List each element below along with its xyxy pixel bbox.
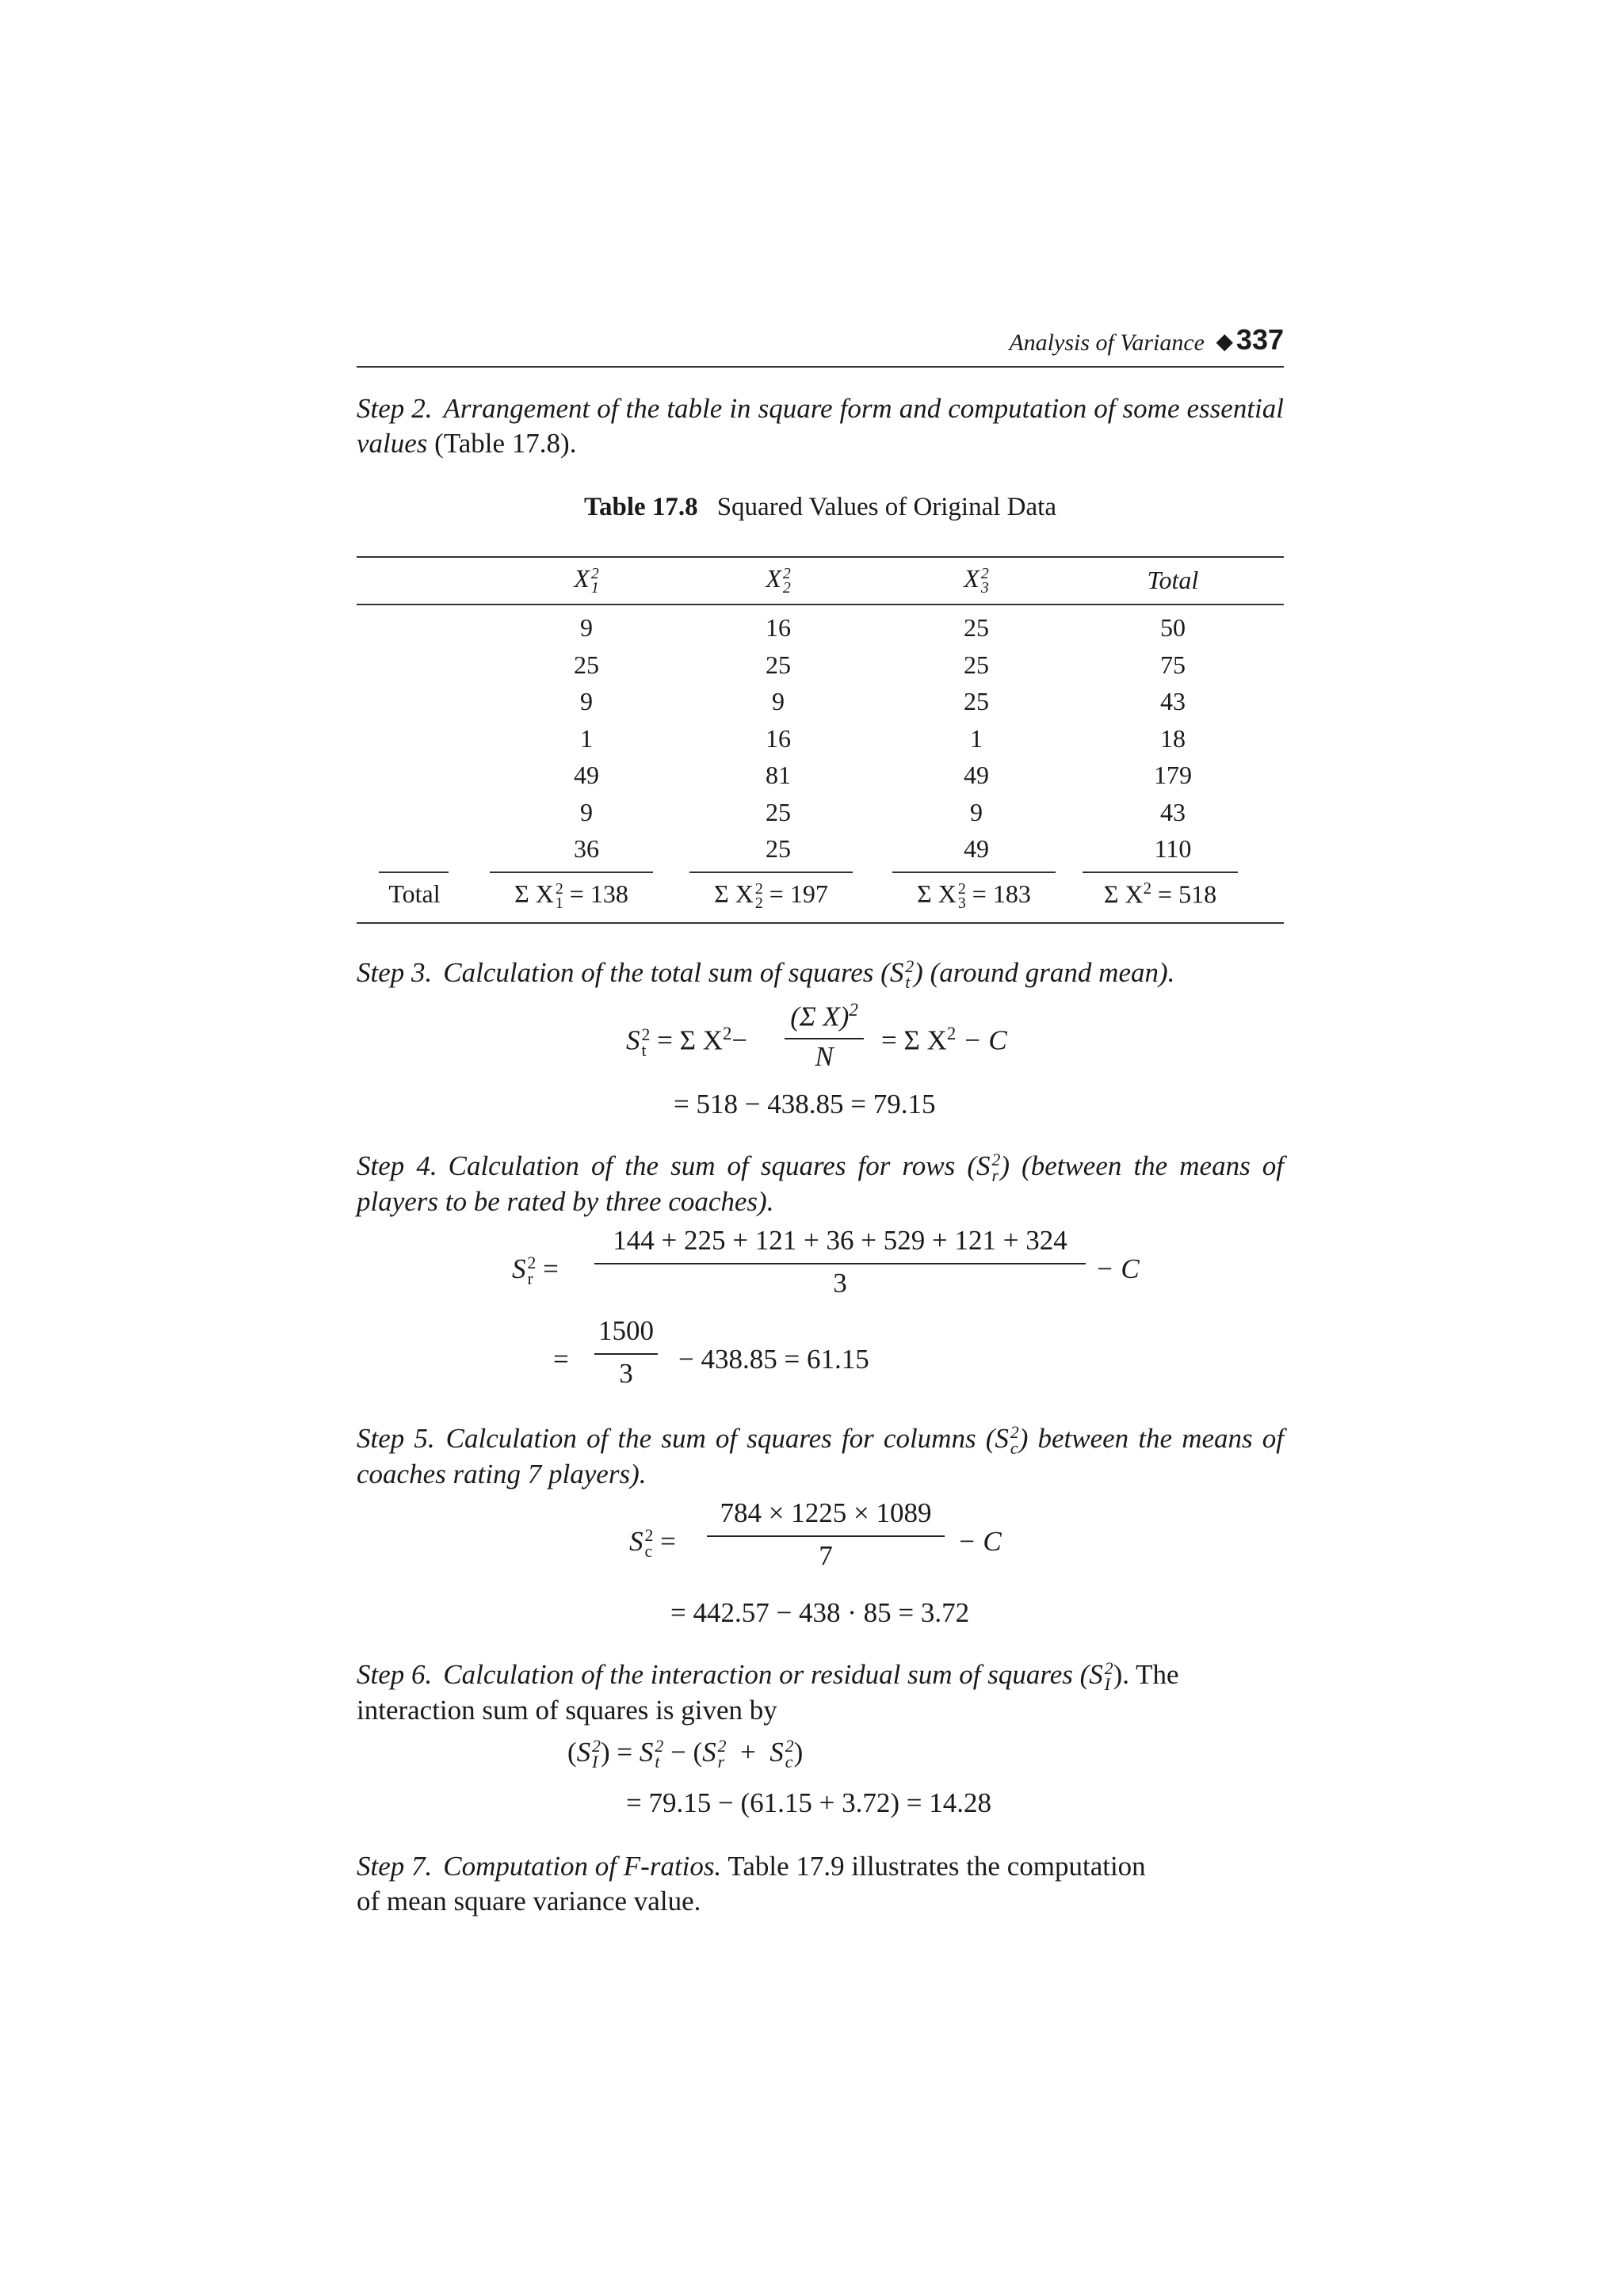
step-5-label: Step 5. xyxy=(357,1423,435,1454)
step-2-paragraph xyxy=(357,391,1284,461)
total-col4: Σ $X^2 = 518$ xyxy=(1103,879,1217,909)
table-cell-r4-c4: 18 xyxy=(1160,723,1186,753)
table-cell-r4-c3: 1 xyxy=(970,723,983,753)
table-cell-r4-c2: 16 xyxy=(766,723,791,753)
total-label: Total xyxy=(388,879,441,908)
step-3-label: Step 3. xyxy=(357,957,433,988)
step-5-eq1-num-text: 784 × 1225 × 1089 xyxy=(720,1497,932,1528)
step-4-eq2-tail: − 438.85 = 61.15 xyxy=(678,1344,869,1375)
col-header-total: Total xyxy=(1147,566,1199,594)
step-4-eq1-denominator: 3 xyxy=(833,1268,847,1299)
total-rule-col3 xyxy=(892,871,1056,873)
step-4-text: Calculation of the sum of squares for rows xyxy=(448,1150,956,1181)
table-caption-title: Squared Values of Original Data xyxy=(716,493,1056,521)
step-7-text-italic: Computation of F-ratios. xyxy=(443,1851,722,1882)
table-cell-r7-c4: 110 xyxy=(1154,834,1192,863)
step-4-eq2-numerator: 1500 xyxy=(598,1315,654,1346)
step-3-eq1-bar xyxy=(785,1038,864,1039)
table-cell-r2-c3: 25 xyxy=(964,650,989,679)
step-5-text: Calculation of the sum of squares for columns xyxy=(445,1423,976,1454)
table-cell-r1-c3: 25 xyxy=(964,613,989,642)
table-header-rule xyxy=(357,604,1284,605)
table-caption xyxy=(357,493,1284,522)
table-cell-r7-c3: 49 xyxy=(964,834,989,863)
table-cell-r2-c4: 75 xyxy=(1160,650,1186,679)
table-cell-r3-c2: 9 xyxy=(772,687,785,715)
step-6-eq2: = 79.15 − (61.15 + 3.72) = 14.28 xyxy=(626,1787,992,1818)
step-3-text: Calculation of the total sum of squares xyxy=(443,957,874,988)
table-cell-r7-c1: 36 xyxy=(574,834,599,863)
running-header xyxy=(357,317,1284,368)
diamond-icon: ◆ xyxy=(1216,328,1233,354)
step-2-label: Step 2. xyxy=(357,393,433,424)
step-6-eq1: (S 2 I ) = S 2 t − (S 2 r + S 2 c ) xyxy=(567,1737,804,1772)
step-5-eq1-bar xyxy=(707,1535,945,1537)
col-header-x3: X 2 3 xyxy=(964,564,989,597)
table-cell-r6-c3: 9 xyxy=(970,797,983,826)
total-col3: Σ X 2 3 = 183 xyxy=(917,879,1031,912)
step-3-eq1-lhs: S 2 t = Σ $X^2-$ xyxy=(626,1024,748,1060)
step-5-eq1-tail: − C xyxy=(957,1526,1002,1557)
step-5-eq2: = 442.57 − 438 · 85 = 3.72 xyxy=(670,1597,970,1628)
table-cell-r5-c2: 81 xyxy=(766,761,791,789)
running-header-title: Analysis of Variance xyxy=(1009,330,1205,356)
step-4-eq1-bar xyxy=(594,1263,1086,1264)
step-7-line2: of mean square variance value. xyxy=(357,1886,701,1917)
step-3-eq2: = 518 − 438.85 = 79.15 xyxy=(674,1089,936,1119)
table-cell-r7-c2: 25 xyxy=(766,834,791,863)
total-rule-col1 xyxy=(490,871,653,873)
table-cell-r6-c1: 9 xyxy=(580,797,593,826)
page-number: 337 xyxy=(1235,323,1284,356)
table-cell-r1-c1: 9 xyxy=(580,613,593,642)
table-cell-r6-c4: 43 xyxy=(1160,797,1186,826)
step-4-eq1-lhs: S 2 r = xyxy=(512,1253,559,1288)
total-rule-label xyxy=(379,871,449,873)
step-7-text: Table 17.9 illustrates the computation xyxy=(727,1851,1146,1882)
step-3-eq1-rhs: = Σ $X^2 - C$ xyxy=(881,1024,1007,1056)
table-cell-r5-c4: 179 xyxy=(1154,761,1192,789)
step-4-paragraph: Step 4. Calculation of the sum of squares for rows (S 2 r ) (between the means of players to be rated by three coaches). xyxy=(357,1150,1285,1217)
step-5-eq1-lhs: S 2 c = xyxy=(629,1526,676,1561)
step-7-label: Step 7. xyxy=(357,1851,433,1882)
step-6-label: Step 6. xyxy=(357,1659,433,1690)
step-4-eq2-equals: = xyxy=(553,1344,569,1375)
step-4-eq2-bar xyxy=(594,1353,658,1355)
table-cell-r5-c3: 49 xyxy=(964,761,989,789)
step-4-eq1-tail: − C xyxy=(1095,1253,1140,1284)
step-3-eq1-denominator: N xyxy=(815,1041,834,1072)
total-rule-col2 xyxy=(689,871,853,873)
step-4-eq2-denominator: 3 xyxy=(619,1358,633,1389)
col-header-x1: X 2 1 xyxy=(574,564,599,597)
table-cell-r3-c4: 43 xyxy=(1160,687,1186,715)
step-7-paragraph xyxy=(357,1849,1284,1919)
table-cell-r2-c2: 25 xyxy=(766,650,791,679)
step-5-paragraph: Step 5. Calculation of the sum of squares for columns (S 2 c ) between the means of coaches rating 7 players). xyxy=(357,1423,1284,1489)
table-cell-r1-c2: 16 xyxy=(766,613,791,642)
step-4-eq1-numerator: 144 + 225 + 121 + 36 + 529 + 121 + 324 xyxy=(613,1225,1067,1256)
table-bottom-rule xyxy=(357,922,1284,924)
table-top-rule xyxy=(357,556,1284,558)
table-cell-r3-c1: 9 xyxy=(580,687,593,715)
col-header-x2: X 2 2 xyxy=(766,564,791,597)
table-cell-r3-c3: 25 xyxy=(964,687,989,715)
step-3-paragraph: Step 3. Calculation of the total sum of squares (S 2 t ) (around grand mean). xyxy=(357,957,1175,992)
total-col2: Σ X 2 2 = 197 xyxy=(714,879,828,912)
step-6-line2: interaction sum of squares is given by xyxy=(357,1694,777,1726)
total-rule-col4 xyxy=(1083,871,1238,873)
table-cell-r6-c2: 25 xyxy=(766,797,791,826)
table-cell-r2-c1: 25 xyxy=(574,650,599,679)
step-4-label: Step 4. xyxy=(357,1150,437,1181)
step-2-text: Arrangement of the table in square form and computation of some essential values xyxy=(357,393,1284,459)
table-cell-r5-c1: 49 xyxy=(574,761,599,789)
step-6-text: Calculation of the interaction or residual sum of squares xyxy=(443,1659,1073,1690)
step-3-eq1-numerator: (Σ X)$^2$ xyxy=(790,1000,858,1032)
total-col1: Σ X 2 1 = 138 xyxy=(514,879,628,912)
step-2-tail: (Table 17.8). xyxy=(434,428,577,459)
step-6-paragraph: Step 6. Calculation of the interaction or residual sum of squares (S 2 I ). The interaction sum of squares is given by xyxy=(357,1659,1179,1726)
table-cell-r4-c1: 1 xyxy=(580,723,593,753)
table-cell-r1-c4: 50 xyxy=(1160,613,1186,642)
table-caption-number: Table 17.8 xyxy=(584,493,698,521)
step-5-eq1-denominator: 7 xyxy=(819,1540,833,1571)
